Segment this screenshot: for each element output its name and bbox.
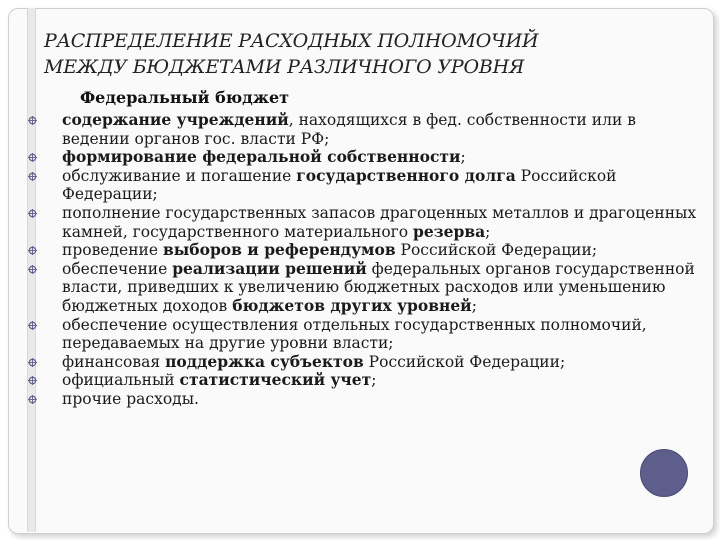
list-item-emphasis: бюджетов других уровней [232, 295, 472, 315]
crosshair-circle-bullet-icon [28, 321, 37, 330]
list-item [20, 204, 700, 241]
list-item [20, 148, 700, 167]
slide-title [44, 28, 664, 80]
list-item-emphasis: реализации решений [172, 258, 367, 278]
list-item [20, 371, 700, 390]
crosshair-circle-bullet-icon [28, 358, 37, 367]
decorative-circle [640, 449, 688, 497]
list-item-text: Российской Федерации; [395, 241, 598, 260]
list-item-text: финансовая [62, 352, 166, 371]
list-item [20, 241, 700, 260]
list-item-text: официальный [62, 371, 180, 390]
slide-title-line-2: МЕЖДУ БЮДЖЕТАМИ РАЗЛИЧНОГО УРОВНЯ [44, 56, 525, 78]
list-item-emphasis: государственного долга [296, 165, 516, 185]
list-item-text: прочие расходы. [62, 389, 199, 408]
list-item-text: ; [460, 148, 466, 167]
crosshair-circle-bullet-icon [28, 395, 37, 404]
crosshair-circle-bullet-icon [28, 116, 37, 125]
crosshair-circle-bullet-icon [28, 153, 37, 162]
list-item-emphasis: статистический учет [179, 370, 372, 390]
list-item-text: Российской Федерации; [363, 352, 566, 371]
list-item-text: Российской Федерации; [62, 166, 617, 204]
list-item-text: обеспечение осуществления отдельных государственных полномочий, передаваемых на другие уровни власти; [62, 315, 647, 353]
list-item [20, 260, 700, 316]
list-item-emphasis: формирование федеральной собственности [62, 147, 461, 167]
list-item [20, 390, 700, 409]
list-item-text: ; [471, 296, 477, 315]
list-item-emphasis: поддержка субъектов [165, 351, 364, 371]
list-item-emphasis: выборов и референдумов [162, 240, 396, 260]
crosshair-circle-bullet-icon [28, 209, 37, 218]
list-item [20, 353, 700, 372]
crosshair-circle-bullet-icon [28, 172, 37, 181]
list-item-text: обеспечение [62, 259, 173, 278]
slide-title-line-1: РАСПРЕДЕЛЕНИЕ РАСХОДНЫХ ПОЛНОМОЧИЙ [44, 30, 539, 52]
list-item-text: федеральных органов государственной власти, приведших к увеличению бюджетных расходов или уменьшению бюджетных доходов [62, 259, 695, 315]
list-item-text: ; [485, 222, 491, 241]
list-item-text: пополнение государственных запасов драгоценных металлов и драгоценных камней, государственного материального [62, 203, 697, 241]
expense-list [20, 111, 700, 409]
list-item-text: ; [371, 371, 377, 390]
crosshair-circle-bullet-icon [28, 265, 37, 274]
list-item-text: проведение [62, 241, 163, 260]
list-item-text: , находящихся в фед. собственности или в ведении органов гос. власти РФ; [62, 111, 636, 148]
list-item-emphasis: содержание учреждений [62, 110, 289, 129]
crosshair-circle-bullet-icon [28, 246, 37, 255]
list-item [20, 111, 700, 148]
list-item-emphasis: резерва [413, 221, 486, 241]
list-item-text: обслуживание и погашение [62, 166, 297, 185]
list-item [20, 316, 700, 353]
section-subtitle: Федеральный бюджет [80, 88, 290, 107]
list-item [20, 167, 700, 204]
crosshair-circle-bullet-icon [28, 376, 37, 385]
